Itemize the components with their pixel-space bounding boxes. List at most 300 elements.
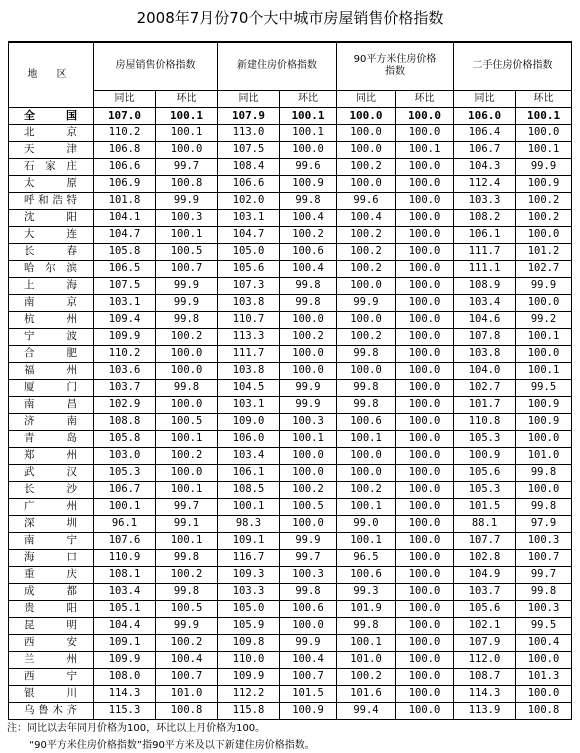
value-cell: 107.5 [94, 277, 156, 294]
value-cell: 100.0 [396, 413, 454, 430]
table-row [9, 600, 572, 617]
value-cell: 100.6 [337, 566, 396, 583]
region-cell: 大连 [9, 226, 94, 243]
value-cell: 100.0 [396, 345, 454, 362]
table-row [9, 430, 572, 447]
value-cell: 108.0 [94, 668, 156, 685]
value-cell: 103.3 [454, 192, 516, 209]
value-cell: 100.0 [280, 464, 337, 481]
value-cell: 100.0 [337, 447, 396, 464]
value-cell: 100.1 [516, 107, 572, 124]
value-cell: 100.1 [396, 141, 454, 158]
value-cell: 100.1 [516, 141, 572, 158]
value-cell: 99.8 [516, 583, 572, 600]
value-cell: 100.0 [337, 311, 396, 328]
table-row [9, 651, 572, 668]
region-cell: 深圳 [9, 515, 94, 532]
region-cell: 昆明 [9, 617, 94, 634]
value-cell: 100.1 [156, 481, 218, 498]
region-cell: 天津 [9, 141, 94, 158]
value-cell: 104.7 [218, 226, 280, 243]
value-cell: 102.7 [516, 260, 572, 277]
value-cell: 110.2 [94, 124, 156, 141]
value-cell: 107.0 [94, 107, 156, 124]
value-cell: 104.3 [454, 158, 516, 175]
value-cell: 100.0 [396, 447, 454, 464]
value-cell: 100.1 [156, 107, 218, 124]
value-cell: 100.0 [396, 328, 454, 345]
value-cell: 99.9 [280, 379, 337, 396]
value-cell: 106.4 [454, 124, 516, 141]
value-cell: 100.1 [337, 430, 396, 447]
value-cell: 104.0 [454, 362, 516, 379]
value-cell: 106.7 [94, 481, 156, 498]
value-cell: 103.8 [218, 362, 280, 379]
page-title: 2008年7月份70个大中城市房屋销售价格指数 [136, 9, 444, 27]
value-cell: 99.9 [280, 634, 337, 651]
value-cell: 100.9 [516, 413, 572, 430]
value-cell: 99.8 [516, 498, 572, 515]
table-row [9, 617, 572, 634]
table-row [9, 413, 572, 430]
value-cell: 106.1 [454, 226, 516, 243]
value-cell: 103.3 [218, 583, 280, 600]
value-cell: 99.9 [337, 294, 396, 311]
table-row [9, 277, 572, 294]
value-cell: 99.0 [337, 515, 396, 532]
value-cell: 108.4 [218, 158, 280, 175]
value-cell: 99.9 [280, 396, 337, 413]
value-cell: 100.0 [396, 583, 454, 600]
value-cell: 99.6 [337, 192, 396, 209]
value-cell: 99.8 [337, 396, 396, 413]
value-cell: 103.1 [94, 294, 156, 311]
value-cell: 106.7 [454, 141, 516, 158]
value-cell: 100.2 [337, 668, 396, 685]
value-cell: 104.4 [94, 617, 156, 634]
value-cell: 100.1 [280, 107, 337, 124]
value-cell: 113.3 [218, 328, 280, 345]
table-row [9, 515, 572, 532]
value-cell: 100.0 [156, 464, 218, 481]
value-cell: 100.0 [396, 702, 454, 719]
header-group-second-hand: 二手住房价格指数 [454, 42, 572, 90]
value-cell: 107.5 [218, 141, 280, 158]
value-cell: 110.0 [218, 651, 280, 668]
value-cell: 106.6 [218, 175, 280, 192]
value-cell: 100.0 [396, 192, 454, 209]
value-cell: 100.4 [156, 651, 218, 668]
value-cell: 100.0 [396, 396, 454, 413]
region-cell: 西宁 [9, 668, 94, 685]
value-cell: 101.2 [516, 243, 572, 260]
value-cell: 99.9 [516, 277, 572, 294]
value-cell: 100.0 [396, 362, 454, 379]
value-cell: 100.0 [396, 498, 454, 515]
value-cell: 100.0 [156, 362, 218, 379]
table-row [9, 328, 572, 345]
value-cell: 100.2 [156, 447, 218, 464]
value-cell: 100.0 [516, 685, 572, 702]
table-row [9, 362, 572, 379]
value-cell: 108.8 [94, 413, 156, 430]
value-cell: 103.8 [454, 345, 516, 362]
value-cell: 103.1 [218, 209, 280, 226]
value-cell: 99.3 [337, 583, 396, 600]
value-cell: 100.8 [156, 702, 218, 719]
region-cell: 长春 [9, 243, 94, 260]
value-cell: 100.0 [280, 362, 337, 379]
value-cell: 104.1 [94, 209, 156, 226]
value-cell: 108.9 [454, 277, 516, 294]
value-cell: 100.0 [337, 277, 396, 294]
value-cell: 105.9 [218, 617, 280, 634]
value-cell: 112.4 [454, 175, 516, 192]
value-cell: 100.1 [280, 430, 337, 447]
value-cell: 107.6 [94, 532, 156, 549]
table-row [9, 192, 572, 209]
value-cell: 110.8 [454, 413, 516, 430]
value-cell: 100.3 [280, 566, 337, 583]
value-cell: 99.8 [156, 311, 218, 328]
value-cell: 109.9 [218, 668, 280, 685]
value-cell: 97.9 [516, 515, 572, 532]
value-cell: 101.8 [94, 192, 156, 209]
value-cell: 99.8 [280, 192, 337, 209]
value-cell: 100.1 [218, 498, 280, 515]
value-cell: 100.0 [396, 651, 454, 668]
header-group-new-housing: 新建住房价格指数 [218, 42, 337, 90]
value-cell: 109.1 [94, 634, 156, 651]
value-cell: 115.3 [94, 702, 156, 719]
value-cell: 100.4 [280, 651, 337, 668]
region-cell: 呼和浩特 [9, 192, 94, 209]
value-cell: 105.6 [454, 464, 516, 481]
value-cell: 100.4 [280, 260, 337, 277]
region-cell: 乌鲁木齐 [9, 702, 94, 719]
value-cell: 102.7 [454, 379, 516, 396]
value-cell: 99.5 [516, 379, 572, 396]
region-cell: 沈阳 [9, 209, 94, 226]
value-cell: 107.3 [218, 277, 280, 294]
table-row [9, 141, 572, 158]
value-cell: 100.3 [516, 600, 572, 617]
value-cell: 100.1 [156, 532, 218, 549]
value-cell: 100.0 [396, 175, 454, 192]
value-cell: 105.3 [94, 464, 156, 481]
value-cell: 110.7 [218, 311, 280, 328]
value-cell: 106.6 [94, 158, 156, 175]
value-cell: 110.9 [94, 549, 156, 566]
value-cell: 100.0 [337, 124, 396, 141]
value-cell: 100.0 [396, 600, 454, 617]
value-cell: 100.0 [156, 345, 218, 362]
value-cell: 100.0 [516, 430, 572, 447]
table-row [9, 702, 572, 719]
value-cell: 100.0 [280, 345, 337, 362]
value-cell: 100.0 [280, 515, 337, 532]
value-cell: 100.9 [454, 447, 516, 464]
value-cell: 99.7 [156, 498, 218, 515]
value-cell: 99.9 [156, 294, 218, 311]
header-mom: 环比 [156, 90, 218, 107]
table-row [9, 379, 572, 396]
region-cell: 重庆 [9, 566, 94, 583]
value-cell: 106.1 [218, 464, 280, 481]
table-row [9, 634, 572, 651]
table-row [9, 294, 572, 311]
value-cell: 105.0 [218, 243, 280, 260]
value-cell: 99.9 [156, 192, 218, 209]
value-cell: 100.4 [337, 209, 396, 226]
region-cell: 海口 [9, 549, 94, 566]
value-cell: 104.7 [94, 226, 156, 243]
value-cell: 100.2 [337, 158, 396, 175]
value-cell: 101.6 [337, 685, 396, 702]
value-cell: 100.0 [280, 447, 337, 464]
value-cell: 100.3 [280, 413, 337, 430]
value-cell: 100.0 [337, 141, 396, 158]
value-cell: 106.5 [94, 260, 156, 277]
value-cell: 100.0 [396, 668, 454, 685]
value-cell: 100.0 [516, 124, 572, 141]
value-cell: 109.1 [218, 532, 280, 549]
value-cell: 88.1 [454, 515, 516, 532]
value-cell: 100.0 [396, 209, 454, 226]
value-cell: 106.0 [218, 430, 280, 447]
value-cell: 100.1 [337, 634, 396, 651]
value-cell: 100.0 [516, 226, 572, 243]
value-cell: 100.9 [280, 175, 337, 192]
region-cell: 南宁 [9, 532, 94, 549]
value-cell: 100.2 [337, 226, 396, 243]
value-cell: 103.4 [94, 583, 156, 600]
value-cell: 116.7 [218, 549, 280, 566]
value-cell: 107.7 [454, 532, 516, 549]
value-cell: 104.6 [454, 311, 516, 328]
value-cell: 100.0 [396, 311, 454, 328]
value-cell: 102.0 [218, 192, 280, 209]
value-cell: 100.7 [156, 668, 218, 685]
value-cell: 99.6 [280, 158, 337, 175]
region-cell: 杭州 [9, 311, 94, 328]
value-cell: 99.8 [280, 277, 337, 294]
value-cell: 99.8 [516, 464, 572, 481]
value-cell: 96.5 [337, 549, 396, 566]
value-cell: 100.2 [337, 328, 396, 345]
table-row [9, 566, 572, 583]
value-cell: 114.3 [94, 685, 156, 702]
value-cell: 99.9 [156, 277, 218, 294]
region-cell: 合肥 [9, 345, 94, 362]
region-cell: 银川 [9, 685, 94, 702]
value-cell: 99.8 [337, 345, 396, 362]
value-cell: 100.1 [94, 498, 156, 515]
value-cell: 100.8 [516, 702, 572, 719]
value-cell: 100.0 [516, 651, 572, 668]
value-cell: 105.0 [218, 600, 280, 617]
value-cell: 99.5 [516, 617, 572, 634]
value-cell: 107.9 [454, 634, 516, 651]
value-cell: 109.8 [218, 634, 280, 651]
header-mom: 环比 [516, 90, 572, 107]
value-cell: 99.9 [280, 532, 337, 549]
value-cell: 100.0 [396, 260, 454, 277]
value-cell: 96.1 [94, 515, 156, 532]
value-cell: 106.8 [94, 141, 156, 158]
value-cell: 100.2 [280, 481, 337, 498]
region-cell: 广州 [9, 498, 94, 515]
value-cell: 100.8 [156, 175, 218, 192]
value-cell: 100.0 [516, 294, 572, 311]
value-cell: 105.3 [454, 430, 516, 447]
value-cell: 103.4 [218, 447, 280, 464]
value-cell: 100.0 [396, 634, 454, 651]
value-cell: 100.0 [337, 362, 396, 379]
value-cell: 105.6 [454, 600, 516, 617]
value-cell: 107.9 [218, 107, 280, 124]
region-cell: 南京 [9, 294, 94, 311]
region-cell: 西安 [9, 634, 94, 651]
value-cell: 100.0 [396, 277, 454, 294]
value-cell: 100.0 [156, 141, 218, 158]
value-cell: 99.2 [516, 311, 572, 328]
header-yoy: 同比 [218, 90, 280, 107]
value-cell: 99.8 [156, 379, 218, 396]
region-cell: 石家庄 [9, 158, 94, 175]
region-cell: 宁波 [9, 328, 94, 345]
value-cell: 100.2 [337, 243, 396, 260]
header-mom: 环比 [396, 90, 454, 107]
value-cell: 100.0 [396, 566, 454, 583]
region-cell: 福州 [9, 362, 94, 379]
region-cell: 兰州 [9, 651, 94, 668]
table-row [9, 396, 572, 413]
value-cell: 106.0 [454, 107, 516, 124]
value-cell: 100.2 [516, 209, 572, 226]
table-row [9, 532, 572, 549]
value-cell: 100.7 [156, 260, 218, 277]
value-cell: 99.7 [280, 549, 337, 566]
table-row [9, 311, 572, 328]
value-cell: 99.8 [337, 617, 396, 634]
region-cell: 济南 [9, 413, 94, 430]
table-row [9, 583, 572, 600]
value-cell: 114.3 [454, 685, 516, 702]
table-row [9, 481, 572, 498]
value-cell: 102.8 [454, 549, 516, 566]
value-cell: 100.0 [516, 345, 572, 362]
value-cell: 100.2 [337, 260, 396, 277]
value-cell: 103.0 [94, 447, 156, 464]
table-row [9, 498, 572, 515]
value-cell: 103.4 [454, 294, 516, 311]
value-cell: 100.0 [396, 124, 454, 141]
value-cell: 100.6 [280, 600, 337, 617]
value-cell: 102.1 [454, 617, 516, 634]
value-cell: 100.0 [396, 617, 454, 634]
value-cell: 100.2 [156, 566, 218, 583]
value-cell: 100.0 [396, 464, 454, 481]
value-cell: 100.5 [156, 243, 218, 260]
value-cell: 100.1 [516, 328, 572, 345]
value-cell: 104.5 [218, 379, 280, 396]
value-cell: 100.0 [396, 243, 454, 260]
header-row-sub [9, 90, 572, 107]
table-row [9, 124, 572, 141]
value-cell: 100.0 [396, 158, 454, 175]
value-cell: 100.5 [280, 498, 337, 515]
value-cell: 103.7 [454, 583, 516, 600]
value-cell: 111.1 [454, 260, 516, 277]
value-cell: 100.9 [516, 175, 572, 192]
region-cell: 太原 [9, 175, 94, 192]
value-cell: 100.2 [516, 192, 572, 209]
value-cell: 100.7 [516, 549, 572, 566]
value-cell: 100.0 [337, 107, 396, 124]
value-cell: 100.0 [396, 107, 454, 124]
value-cell: 109.4 [94, 311, 156, 328]
value-cell: 100.1 [156, 226, 218, 243]
value-cell: 99.4 [337, 702, 396, 719]
value-cell: 101.0 [156, 685, 218, 702]
value-cell: 101.9 [337, 600, 396, 617]
value-cell: 112.0 [454, 651, 516, 668]
value-cell: 100.1 [337, 532, 396, 549]
value-cell: 103.7 [94, 379, 156, 396]
value-cell: 109.3 [218, 566, 280, 583]
value-cell: 107.8 [454, 328, 516, 345]
table-row [9, 209, 572, 226]
value-cell: 100.4 [516, 634, 572, 651]
value-cell: 100.3 [156, 209, 218, 226]
value-cell: 111.7 [454, 243, 516, 260]
value-cell: 100.0 [396, 226, 454, 243]
footnote-90sqm: “90平方米住房价格指数”指90平方米及以下新建住房价格指数。 [29, 740, 315, 751]
value-cell: 101.5 [280, 685, 337, 702]
table-row [9, 345, 572, 362]
table-body [9, 42, 572, 719]
value-cell: 111.7 [218, 345, 280, 362]
value-cell: 101.0 [516, 447, 572, 464]
region-cell: 成都 [9, 583, 94, 600]
value-cell: 100.7 [280, 668, 337, 685]
value-cell: 100.0 [396, 515, 454, 532]
value-cell: 100.1 [280, 124, 337, 141]
value-cell: 100.1 [156, 430, 218, 447]
value-cell: 100.0 [280, 311, 337, 328]
value-cell: 108.7 [454, 668, 516, 685]
region-cell: 北京 [9, 124, 94, 141]
value-cell: 112.2 [218, 685, 280, 702]
value-cell: 100.1 [337, 498, 396, 515]
value-cell: 99.7 [516, 566, 572, 583]
region-cell: 长沙 [9, 481, 94, 498]
value-cell: 100.0 [396, 685, 454, 702]
value-cell: 100.5 [156, 413, 218, 430]
footnote-base: 注：同比以去年同月价格为100，环比以上月价格为100。 [7, 723, 266, 734]
value-cell: 104.9 [454, 566, 516, 583]
header-yoy: 同比 [94, 90, 156, 107]
value-cell: 109.9 [94, 328, 156, 345]
value-cell: 100.9 [516, 396, 572, 413]
value-cell: 113.0 [218, 124, 280, 141]
value-cell: 100.0 [280, 141, 337, 158]
header-row-groups [9, 42, 572, 90]
value-cell: 105.3 [454, 481, 516, 498]
value-cell: 99.9 [156, 617, 218, 634]
value-cell: 105.6 [218, 260, 280, 277]
